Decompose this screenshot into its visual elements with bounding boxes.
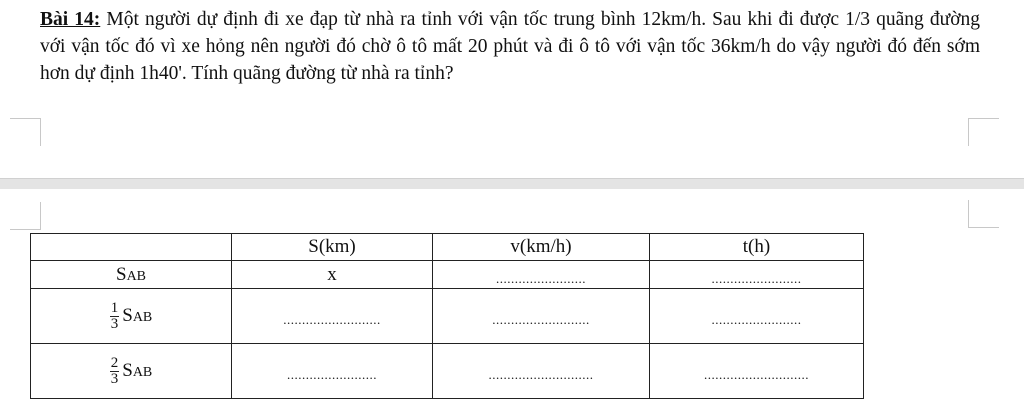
problem-text: Một người dự định đi xe đạp từ nhà ra tỉnh với vận tốc trung bình 12km/h. Sau khi đi được 1/3 quãng đường với vận tốc đó vì xe hỏng nên người đó chờ ô tô mất 20 phút và đi ô tô với vận tốc 36km/h do vậy người đó đến sớm hơn dự định 1h40'. Tính quãng đường từ nhà ra tỉnh? xyxy=(40,9,981,84)
table-cell: ............................ xyxy=(433,344,650,399)
table-cell: .......................... xyxy=(232,289,433,344)
margin-corner-top-right xyxy=(968,200,999,228)
table-cell: ........................ xyxy=(650,261,864,289)
table-header-row xyxy=(31,234,864,261)
fraction: $\frac{1}{3}$ xyxy=(110,299,119,332)
problem-label: Bài 14: xyxy=(40,9,101,30)
header-cell xyxy=(31,234,232,261)
data-table xyxy=(30,233,864,399)
margin-corner-bottom-right xyxy=(968,118,999,146)
table-row xyxy=(31,289,864,344)
header-cell: t(h) xyxy=(650,234,864,261)
table-cell: ........................ xyxy=(232,344,433,399)
margin-corner-top-left xyxy=(10,202,41,230)
row-label: $\frac{1}{3}$ SAB xyxy=(31,289,232,344)
table-cell: ............................ xyxy=(650,344,864,399)
table-row xyxy=(31,344,864,399)
header-cell: v(km/h) xyxy=(433,234,650,261)
table-cell: ........................ xyxy=(650,289,864,344)
table-cell: ........................ xyxy=(433,261,650,289)
header-cell: S(km) xyxy=(232,234,433,261)
row-label: SAB xyxy=(31,261,232,289)
table-row xyxy=(31,261,864,289)
table-cell: x xyxy=(232,261,433,289)
document-page-top xyxy=(0,0,1024,178)
fraction: $\frac{2}{3}$ xyxy=(110,354,119,387)
margin-corner-bottom-left xyxy=(10,118,41,146)
table-cell: .......................... xyxy=(433,289,650,344)
problem-paragraph xyxy=(40,6,980,87)
row-label: $\frac{2}{3}$ SAB xyxy=(31,344,232,399)
